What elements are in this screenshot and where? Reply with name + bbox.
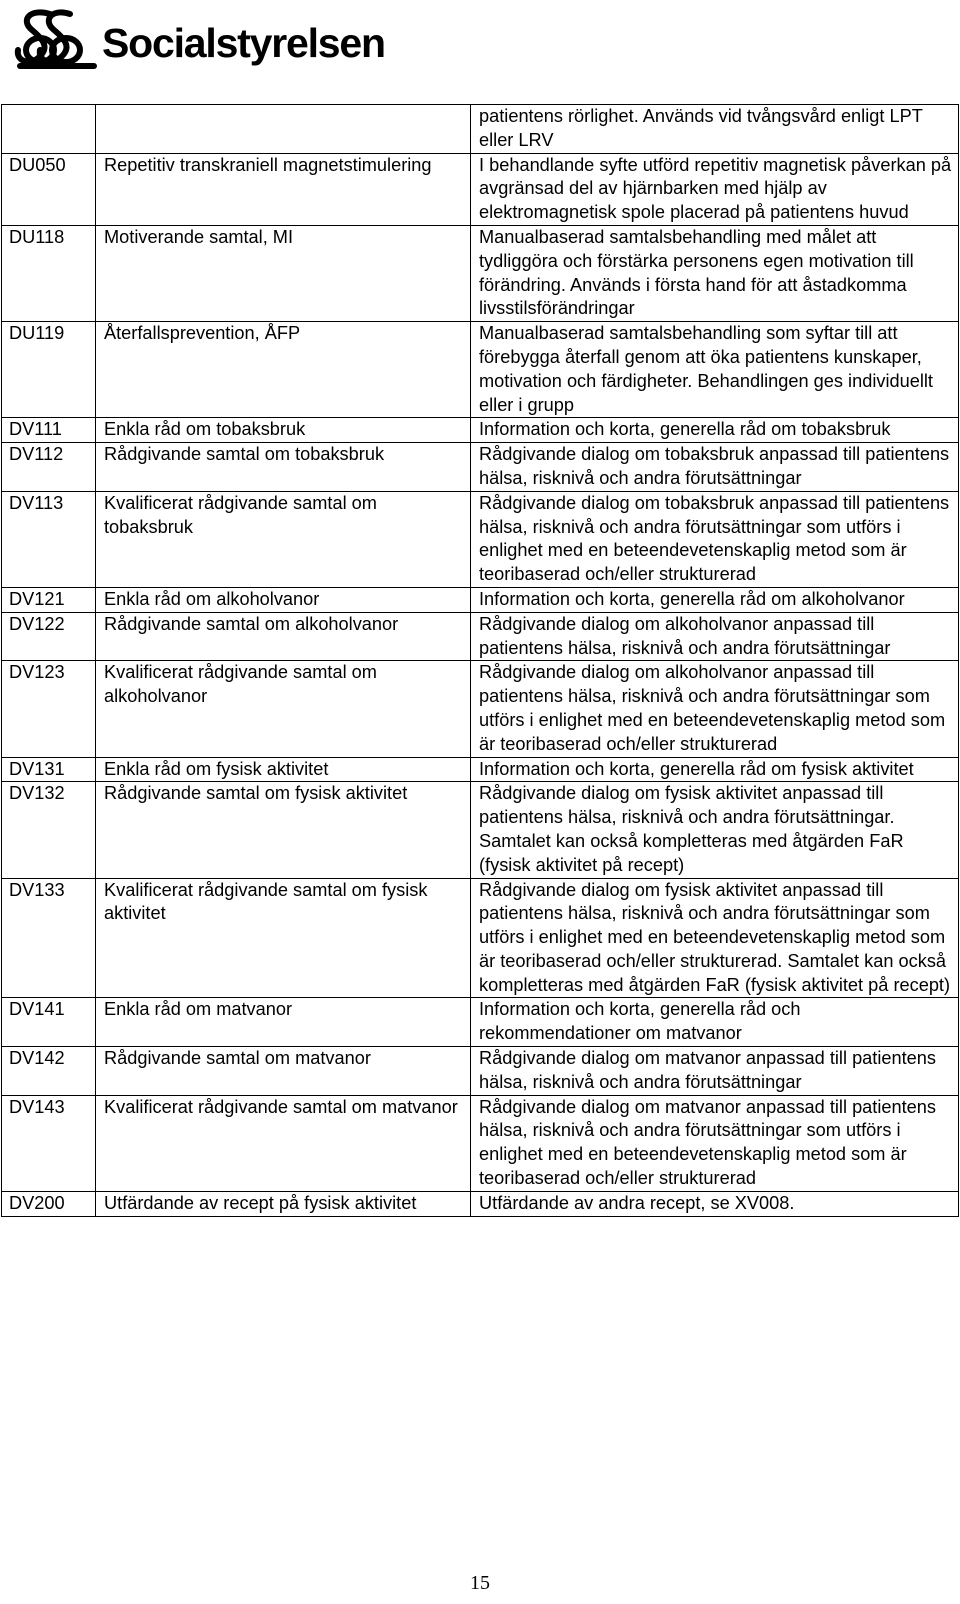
code-cell bbox=[2, 153, 96, 225]
code-cell bbox=[2, 322, 96, 418]
table-row bbox=[2, 1047, 959, 1096]
table-row bbox=[2, 1191, 959, 1216]
name-cell-text: Rådgivande samtal om alkoholvanor bbox=[104, 613, 399, 634]
name-cell-text: Kvalificerat rådgivande samtal om alkoholvanor bbox=[104, 662, 377, 707]
procedure-codes-table bbox=[1, 104, 959, 1217]
table-row bbox=[2, 1095, 959, 1191]
table-row bbox=[2, 491, 959, 587]
code-cell-text: DV131 bbox=[9, 758, 65, 779]
description-cell bbox=[471, 782, 959, 878]
description-cell bbox=[471, 998, 959, 1047]
code-cell-text: DV121 bbox=[9, 588, 65, 609]
name-cell-text: Enkla råd om alkoholvanor bbox=[104, 588, 320, 609]
table-body bbox=[2, 105, 959, 1217]
description-cell-text: Information och korta, generella råd och rekommendationer om matvanor bbox=[479, 999, 801, 1044]
logo bbox=[10, 4, 385, 76]
description-cell-text: Rådgivande dialog om fysisk aktivitet anpassad till patientens hälsa, risknivå och andra förutsättningar som utförs i enlighet med en beteendevetenskaplig metod som är teoribaserad och/eller strukturerad. Samtalet kan också kompletteras med åtgärden FaR (fysisk aktivitet på recept) bbox=[479, 879, 951, 995]
code-cell-text: DV200 bbox=[9, 1192, 65, 1213]
description-cell bbox=[471, 1191, 959, 1216]
description-cell bbox=[471, 491, 959, 587]
code-cell bbox=[2, 105, 96, 154]
code-cell-text: DV113 bbox=[9, 492, 64, 513]
description-cell-text: Rådgivande dialog om alkoholvanor anpassad till patientens hälsa, risknivå och andra förutsättningar bbox=[479, 613, 891, 658]
table-row bbox=[2, 443, 959, 492]
table-row bbox=[2, 225, 959, 321]
code-cell-text: DV123 bbox=[9, 662, 65, 683]
name-cell bbox=[96, 878, 471, 998]
description-cell bbox=[471, 661, 959, 757]
code-cell-text: DV142 bbox=[9, 1048, 65, 1069]
description-cell bbox=[471, 225, 959, 321]
description-cell bbox=[471, 153, 959, 225]
description-cell-text: Manualbaserad samtalsbehandling som syftar till att förebygga återfall genom att öka patientens kunskaper, motivation och färdigheter. Behandlingen ges individuellt eller i grupp bbox=[479, 323, 933, 415]
name-cell bbox=[96, 612, 471, 661]
name-cell bbox=[96, 225, 471, 321]
description-cell bbox=[471, 418, 959, 443]
name-cell-text: Rådgivande samtal om matvanor bbox=[104, 1048, 371, 1069]
description-cell-text: Rådgivande dialog om tobaksbruk anpassad till patientens hälsa, risknivå och andra förutsättningar bbox=[479, 444, 950, 488]
name-cell-text: Kvalificerat rådgivande samtal om fysisk aktivitet bbox=[104, 879, 428, 924]
code-cell bbox=[2, 878, 96, 998]
table-row bbox=[2, 322, 959, 418]
name-cell-text: Kvalificerat rådgivande samtal om tobaksbruk bbox=[104, 492, 377, 537]
table-row bbox=[2, 757, 959, 782]
description-cell-text: Rådgivande dialog om fysisk aktivitet anpassad till patientens hälsa, risknivå och andra förutsättningar. Samtalet kan också kompletteras med åtgärden FaR (fysisk aktivitet på recept) bbox=[479, 783, 904, 875]
code-cell bbox=[2, 782, 96, 878]
name-cell-text: Kvalificerat rådgivande samtal om matvanor bbox=[104, 1096, 458, 1117]
name-cell bbox=[96, 105, 471, 154]
name-cell bbox=[96, 1191, 471, 1216]
code-cell bbox=[2, 1191, 96, 1216]
code-cell bbox=[2, 661, 96, 757]
name-cell bbox=[96, 153, 471, 225]
code-cell-text: DV112 bbox=[9, 444, 64, 465]
name-cell-text: Enkla råd om tobaksbruk bbox=[104, 419, 306, 440]
description-cell-text: Utfärdande av andra recept, se XV008. bbox=[479, 1192, 795, 1213]
name-cell bbox=[96, 443, 471, 492]
code-cell-text: DV141 bbox=[9, 999, 65, 1020]
code-cell bbox=[2, 587, 96, 612]
table-row bbox=[2, 782, 959, 878]
code-cell bbox=[2, 225, 96, 321]
name-cell bbox=[96, 757, 471, 782]
code-cell bbox=[2, 418, 96, 443]
table-row bbox=[2, 153, 959, 225]
socialstyrelsen-logo-icon bbox=[10, 6, 98, 74]
code-cell-text: DV133 bbox=[9, 879, 65, 900]
description-cell-text: Information och korta, generella råd om tobaksbruk bbox=[479, 419, 891, 440]
description-cell-text: Rådgivande dialog om tobaksbruk anpassad till patientens hälsa, risknivå och andra förutsättningar som utförs i enlighet med en beteendevetenskaplig metod som är teoribaserad och/eller strukturerad bbox=[479, 492, 950, 585]
code-cell-text: DV122 bbox=[9, 613, 65, 634]
description-cell bbox=[471, 587, 959, 612]
table-row bbox=[2, 661, 959, 757]
description-cell-text: Rådgivande dialog om alkoholvanor anpassad till patientens hälsa, risknivå och andra förutsättningar som utförs i enlighet med en beteendevetenskaplig metod som är teoribaserad och/eller strukturerad bbox=[479, 662, 946, 754]
name-cell bbox=[96, 1047, 471, 1096]
name-cell bbox=[96, 418, 471, 443]
name-cell bbox=[96, 491, 471, 587]
name-cell bbox=[96, 1095, 471, 1191]
description-cell-text: patientens rörlighet. Används vid tvångsvård enligt LPT eller LRV bbox=[479, 106, 923, 150]
description-cell bbox=[471, 757, 959, 782]
code-cell bbox=[2, 491, 96, 587]
page-number: 15 bbox=[470, 1572, 490, 1594]
description-cell-text: Information och korta, generella råd om alkoholvanor bbox=[479, 588, 905, 609]
description-cell bbox=[471, 322, 959, 418]
description-cell bbox=[471, 1047, 959, 1096]
code-cell-text: DV111 bbox=[9, 419, 62, 440]
logo-wordmark: Socialstyrelsen bbox=[102, 19, 385, 66]
code-cell bbox=[2, 757, 96, 782]
description-cell-text: Rådgivande dialog om matvanor anpassad till patientens hälsa, risknivå och andra förutsättningar bbox=[479, 1048, 936, 1092]
description-cell bbox=[471, 1095, 959, 1191]
description-cell bbox=[471, 105, 959, 154]
code-cell-text: DU118 bbox=[9, 226, 65, 247]
name-cell-text: Repetitiv transkraniell magnetstimulering bbox=[104, 154, 432, 175]
name-cell-text: Rådgivande samtal om tobaksbruk bbox=[104, 444, 385, 465]
table-row bbox=[2, 587, 959, 612]
description-cell-text: Information och korta, generella råd om fysisk aktivitet bbox=[479, 758, 914, 779]
name-cell bbox=[96, 322, 471, 418]
code-cell-text: DU119 bbox=[9, 323, 65, 344]
table-row bbox=[2, 418, 959, 443]
description-cell-text: Rådgivande dialog om matvanor anpassad till patientens hälsa, risknivå och andra förutsättningar som utförs i enlighet med en beteendevetenskaplig metod som är teoribaserad och/eller strukturerad bbox=[479, 1096, 936, 1189]
name-cell-text: Rådgivande samtal om fysisk aktivitet bbox=[104, 783, 408, 804]
name-cell-text: Återfallsprevention, ÅFP bbox=[104, 323, 301, 344]
name-cell bbox=[96, 782, 471, 878]
name-cell bbox=[96, 998, 471, 1047]
name-cell bbox=[96, 587, 471, 612]
table-row bbox=[2, 105, 959, 154]
code-cell-text: DV143 bbox=[9, 1096, 65, 1117]
code-cell bbox=[2, 1095, 96, 1191]
description-cell-text: I behandlande syfte utförd repetitiv magnetisk påverkan på avgränsad del av hjärnbarken med hjälp av elektromagnetisk spole placerad på patientens huvud bbox=[479, 154, 952, 223]
code-cell bbox=[2, 998, 96, 1047]
description-cell bbox=[471, 878, 959, 998]
name-cell-text: Motiverande samtal, MI bbox=[104, 226, 294, 247]
name-cell bbox=[96, 661, 471, 757]
code-cell-text: DV132 bbox=[9, 783, 65, 804]
table-row bbox=[2, 878, 959, 998]
description-cell-text: Manualbaserad samtalsbehandling med målet att tydliggöra och förstärka personens egen motivation till förändring. Används i första hand för att åstadkomma livsstilsförändringar bbox=[479, 226, 914, 319]
code-cell bbox=[2, 1047, 96, 1096]
name-cell-text: Enkla råd om matvanor bbox=[104, 999, 293, 1020]
name-cell-text: Enkla råd om fysisk aktivitet bbox=[104, 758, 329, 779]
code-cell bbox=[2, 612, 96, 661]
table-row bbox=[2, 612, 959, 661]
code-cell bbox=[2, 443, 96, 492]
table-row bbox=[2, 998, 959, 1047]
name-cell-text: Utfärdande av recept på fysisk aktivitet bbox=[104, 1192, 417, 1213]
description-cell bbox=[471, 612, 959, 661]
code-cell-text: DU050 bbox=[9, 154, 66, 175]
description-cell bbox=[471, 443, 959, 492]
